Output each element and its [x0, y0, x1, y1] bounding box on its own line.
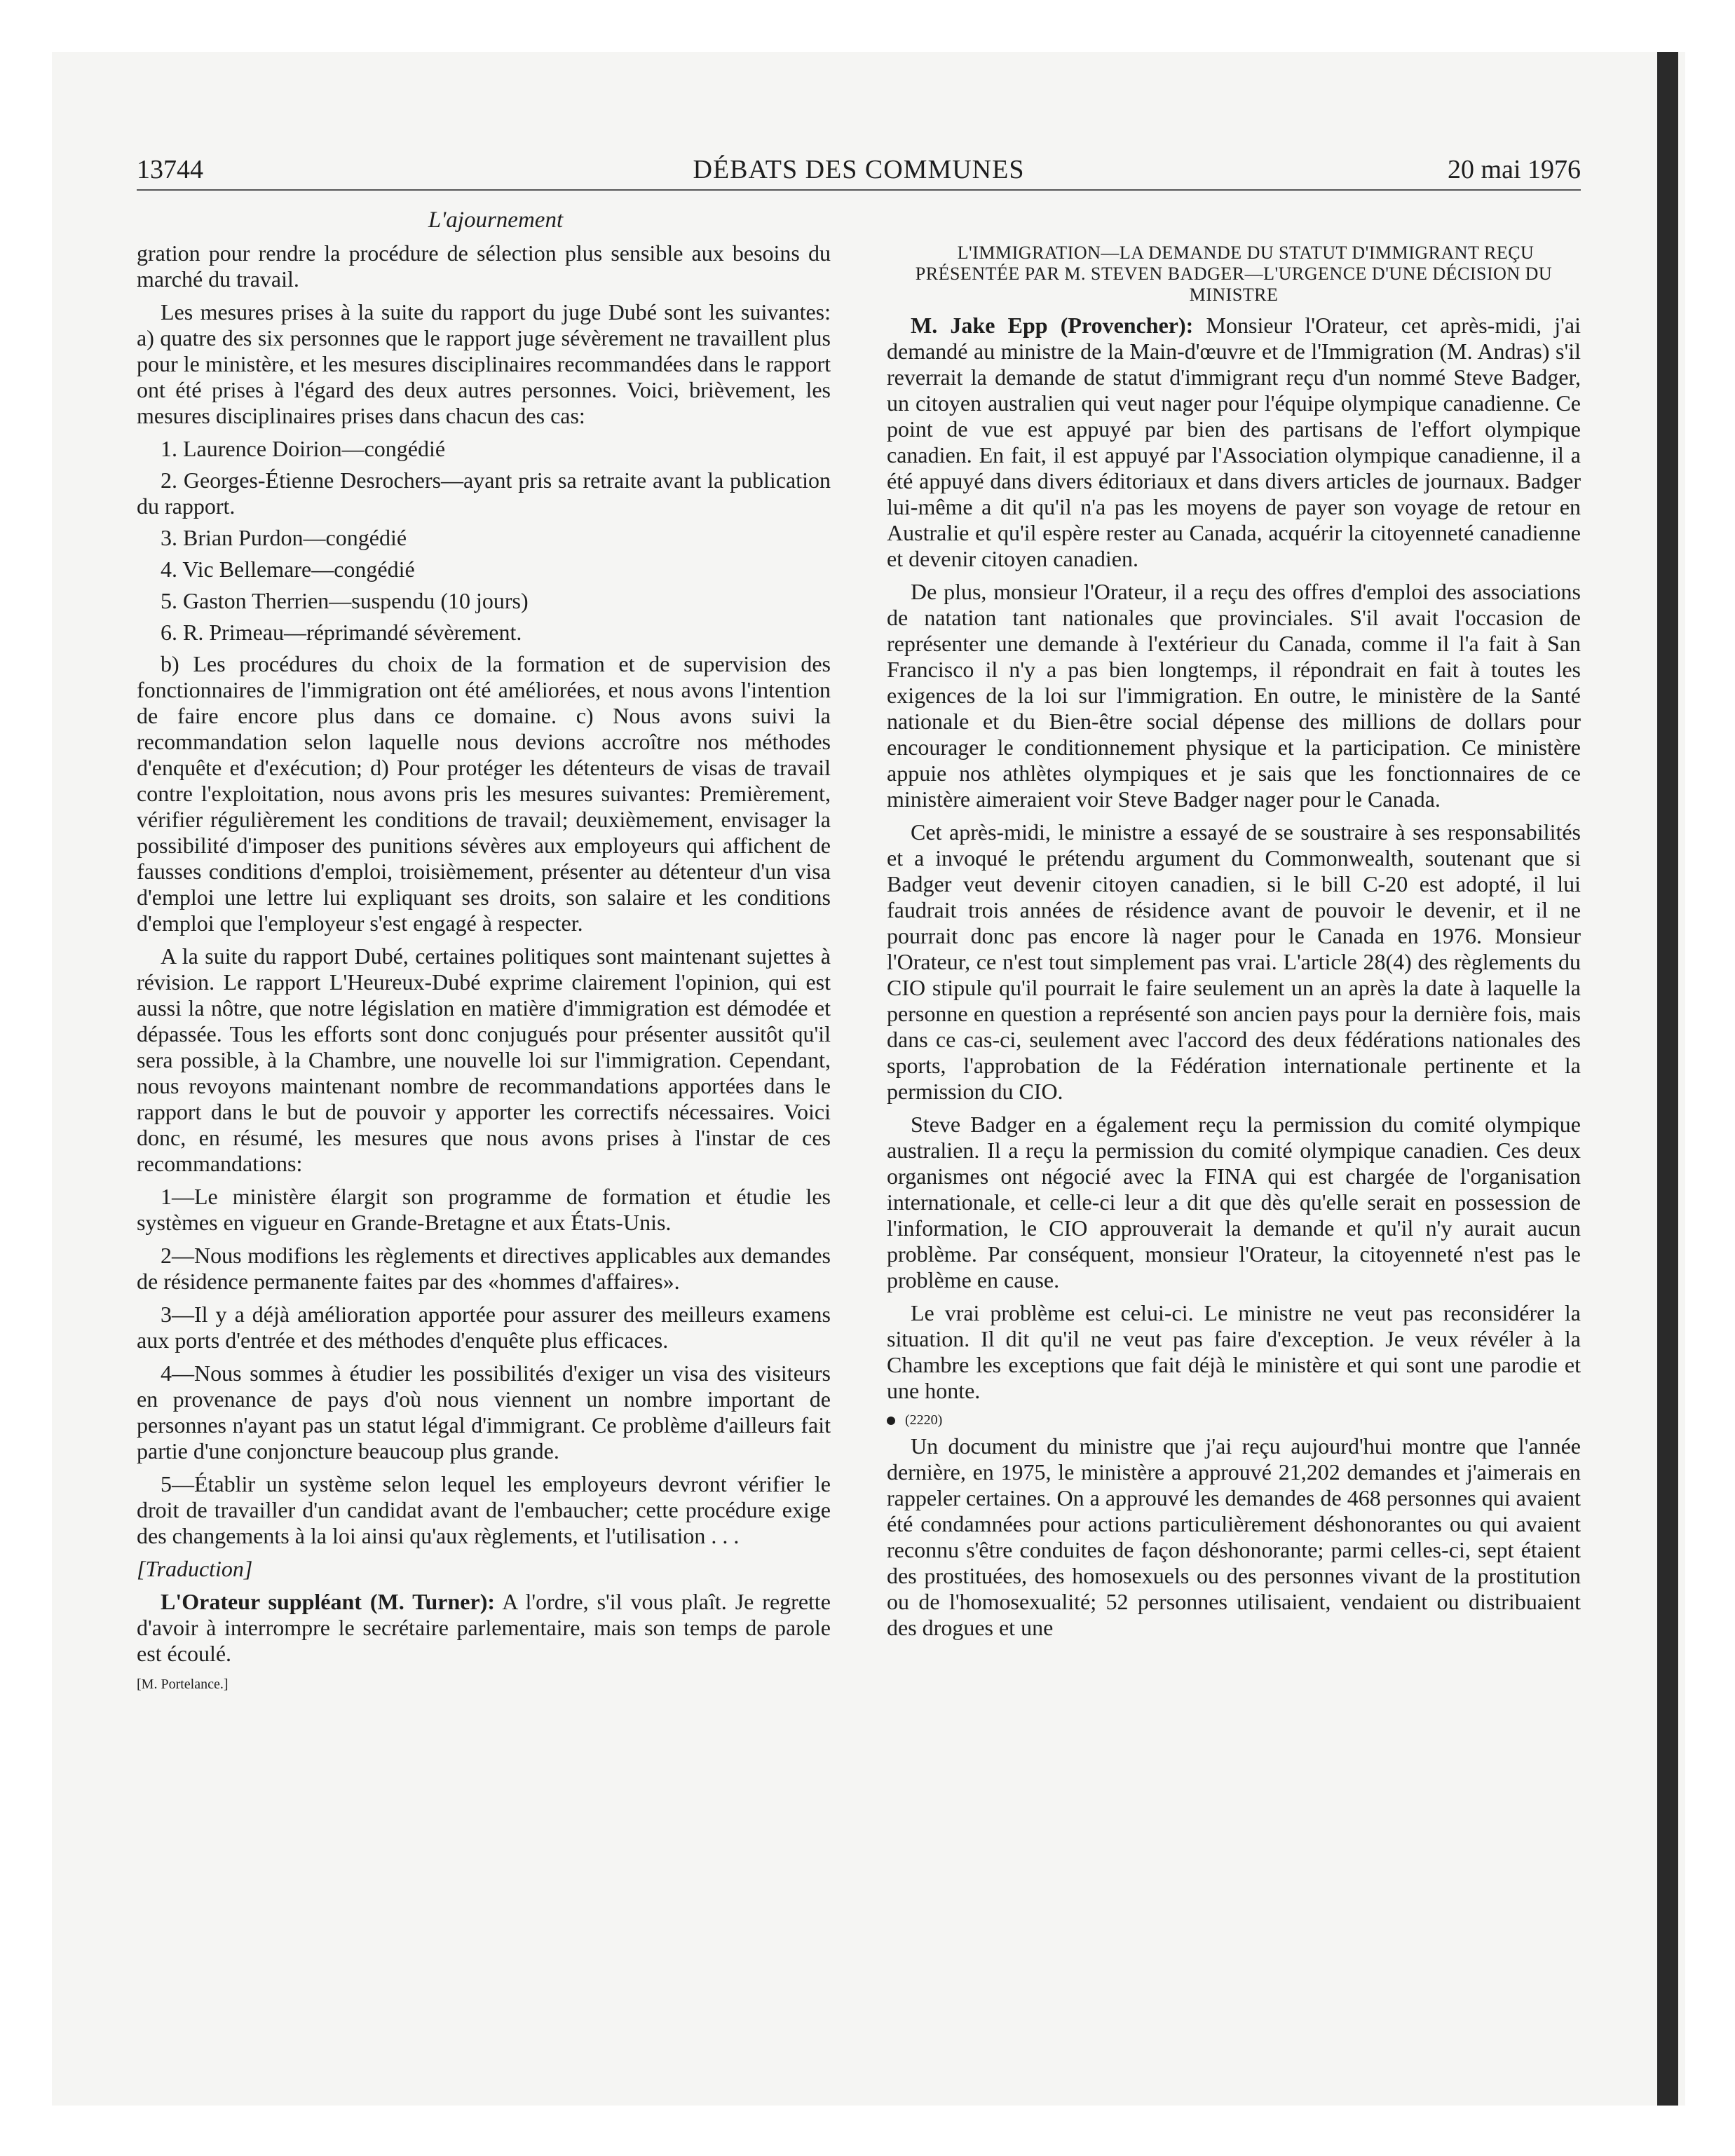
speaker-name: M. Jake Epp (Provencher): [911, 313, 1194, 338]
paragraph: Cet après-midi, le ministre a essayé de se soustraire à ses responsabilités et a invoqué le prétendu argument du Commonwealth, soutenant que si Badger veut devenir citoyen canadien, si le bill C-20 est adopté, il lui faudrait trois années de résidence avant de pouvoir le devenir, et il ne pourrait donc pas encore là nager pour le Canada en 1976. Monsieur l'Orateur, ce n'est tout simplement pas vrai. L'article 28(4) des règlements du CIO stipule qu'il pourrait le faire seulement un an après la date à laquelle la personne en question a représenté son ancien pays pour la dernière fois, mais dans ce cas-ci, seulement avec l'accord des deux fédérations nationales des sports, l'approbation de la Fédération internationale pertinente et la permission du CIO. [887, 819, 1581, 1104]
list-item: 1. Laurence Doirion—congédié [161, 436, 446, 461]
list-item: 3. Brian Purdon—congédié [161, 525, 407, 550]
measure-item: 1—Le ministère élargit son programme de formation et étudie les systèmes en vigueur en Grande-Bretagne et aux États-Unis. [137, 1184, 831, 1235]
paragraph: De plus, monsieur l'Orateur, il a reçu des offres d'emploi des associations de natation tant nationales que provinciales. S'il avait l'occasion de représenter une demande à l'extérieur du Canada, comme il l'a fait à San Francisco il n'y a pas bien longtemps, il répondrait en fait à toutes les exigences de la loi sur l'immigration. En outre, le ministère de la Santé nationale et du Bien-être social dépense des millions de dollars pour encourager le conditionnement physique et la participation. Ce ministère appuie nos athlètes olympiques et je sais que les fonctionnaires de ce ministère aimeraient voir Steve Badger nager pour le Canada. [887, 579, 1581, 812]
time-marker-text: (2220) [905, 1412, 943, 1428]
speech-paragraph [887, 313, 1581, 572]
page-header [137, 150, 1581, 191]
page-number: 13744 [137, 155, 203, 184]
section-subheading: L'IMMIGRATION—LA DEMANDE DU STATUT D'IMMIGRANT REÇU PRÉSENTÉE PAR M. STEVEN BADGER—L'URGENCE D'UNE DÉCISION DU MINISTRE [915, 243, 1553, 305]
paragraph: b) Les procédures du choix de la formation et de supervision des fonctionnaires de l'immigration ont été améliorées, et nous avons l'intention de faire encore plus dans ce domaine. c) Nous avons suivi la recommandation selon laquelle nous devions accroître nos méthodes d'enquête et d'exécution; d) Pour protéger les détenteurs de visas de travail contre l'exploitation, nous avons pris les mesures suivantes: Premièrement, vérifier régulièrement les conditions de travail; deuxièmement, envisager la possibilité d'imposer des punitions sévères aux employeurs qui affichent de fausses conditions d'emploi, troisièmement, présenter au détenteur d'un visa d'emploi une lettre lui expliquant ses droits, son salaire et les conditions d'emploi que l'employeur s'est engagé à respecter. [137, 651, 831, 936]
paragraph: Le vrai problème est celui-ci. Le ministre ne veut pas reconsidérer la situation. Il dit qu'il ne veut pas faire d'exception. Je veux révéler à la Chambre les exceptions que fait déjà le ministère et qui sont une parodie et une honte. [887, 1300, 1581, 1403]
speech-text: Monsieur l'Orateur, cet après-midi, j'ai demandé au ministre de la Main-d'œuvre et de l'Immigration (M. Andras) s'il reverrait la demande de statut d'immigrant reçu d'un nommé Steve Badger, un citoyen australien qui veut nager pour l'équipe olympique canadienne. Ce point de vue est appuyé par bien des partisans de l'effort olympique canadien. En fait, il est appuyé par l'Association olympique canadienne, il a été appuyé dans divers éditoriaux et dans divers articles de journaux. Badger lui-même a dit qu'il n'a pas les moyens de payer son voyage de retour en Australie et qu'il espère rester au Canada, acquérir la citoyenneté canadienne et devenir citoyen canadien. [887, 313, 1581, 571]
speech-text: A l'ordre, s'il vous plaît. Je regrette d'avoir à interrompre le secrétaire parlementaire, mais son temps de parole est écoulé. [137, 1589, 831, 1666]
measure-item: 4—Nous sommes à étudier les possibilités d'exiger un visa des visiteurs en provenance de pays d'où nous viennent un nombre important de personnes n'ayant pas un statut légal d'immigrant. Ce problème d'ailleurs fait partie d'une conjoncture beaucoup plus grande. [137, 1360, 831, 1464]
paragraph: Un document du ministre que j'ai reçu aujourd'hui montre que l'année dernière, en 1975, le ministère a approuvé 21,202 demandes et j'aimerais en rappeler certaines. On a approuvé les demandes de 468 personnes qui avaient été condamnées pour actions particulièrement déshonorantes ou qui avaient reconnu s'être conduites de façon déshonorante; parmi celles-ci, sept étaient des prostituées, des homosexuels ou des personnes vivant de la prostitution ou de l'homosexualité; 52 personnes utilisaient, vendaient ou distribuaient des drogues et une [887, 1433, 1581, 1640]
scan-edge-bar [1657, 52, 1678, 2106]
section-title: L'ajournement [428, 207, 564, 233]
publication-title: DÉBATS DES COMMUNES [693, 155, 1025, 184]
list-item: 4. Vic Bellemare—congédié [161, 557, 415, 582]
speech-paragraph [137, 1589, 831, 1667]
paragraph: Les mesures prises à la suite du rapport du juge Dubé sont les suivantes: a) quatre des six personnes que le rapport juge sévèrement ne travaillent plus pour le ministère, et les mesures disciplinaires recommandées dans le rapport ont été prises à l'égard des deux autres personnes. Voici, brièvement, les mesures disciplinaires prises dans chacun des cas: [137, 299, 831, 428]
measure-item: 5—Établir un système selon lequel les employeurs devront vérifier le droit de travailler d'un candidat avant de l'embaucher; cette procédure exige des changements à la loi ainsi qu'aux règlements, et l'utilisation . . . [137, 1471, 831, 1548]
paragraph: A la suite du rapport Dubé, certaines politiques sont maintenant sujettes à révision. Le rapport L'Heureux-Dubé exprime clairement l'opinion, qui est aussi la nôtre, que notre législation en matière d'immigration est démodée et dépassée. Tous les efforts sont donc conjugués pour présenter aussitôt qu'il sera possible, à la Chambre, une nouvelle loi sur l'immigration. Cependant, nous revoyons maintenant nombre de recommandations apportées dans le rapport dans le but de pouvoir y apporter les correctifs nécessaires. Voici donc, en résumé, les mesures que nous avons prises à l'instar de ces recommandations: [137, 943, 831, 1176]
translation-marker: [Traduction] [137, 1556, 253, 1581]
speaker-note: [M. Portelance.] [137, 1677, 229, 1692]
speaker-name: L'Orateur suppléant (M. Turner): [161, 1589, 496, 1614]
left-column [137, 207, 831, 1700]
page-date: 20 mai 1976 [1448, 155, 1581, 184]
paragraph: gration pour rendre la procédure de sélection plus sensible aux besoins du marché du travail. [137, 240, 831, 292]
list-item: 6. R. Primeau—réprimandé sévèrement. [161, 620, 522, 645]
list-item: 2. Georges-Étienne Desrochers—ayant pris sa retraite avant la publication du rapport. [137, 468, 831, 519]
right-column [887, 243, 1581, 1648]
paragraph: Steve Badger en a également reçu la permission du comité olympique australien. Il a reçu la permission du comité olympique canadien. Ces deux organismes ont négocié avec la FINA qui est chargée de l'organisation internationale, et celle-ci leur a dit que dès qu'elle serait en possession de l'information, le CIO approuverait la demande et qu'il n'y aurait aucun problème. Par conséquent, monsieur l'Orateur, la citoyenneté n'est pas le problème en cause. [887, 1112, 1581, 1292]
bullet-icon [887, 1417, 895, 1425]
measure-item: 2—Nous modifions les règlements et directives applicables aux demandes de résidence permanente faites par des «hommes d'affaires». [137, 1243, 831, 1294]
time-marker [887, 1411, 1581, 1429]
list-item: 5. Gaston Therrien—suspendu (10 jours) [161, 588, 529, 613]
measure-item: 3—Il y a déjà amélioration apportée pour assurer des meilleurs examens aux ports d'entrée et des méthodes d'enquête plus efficaces. [137, 1302, 831, 1353]
